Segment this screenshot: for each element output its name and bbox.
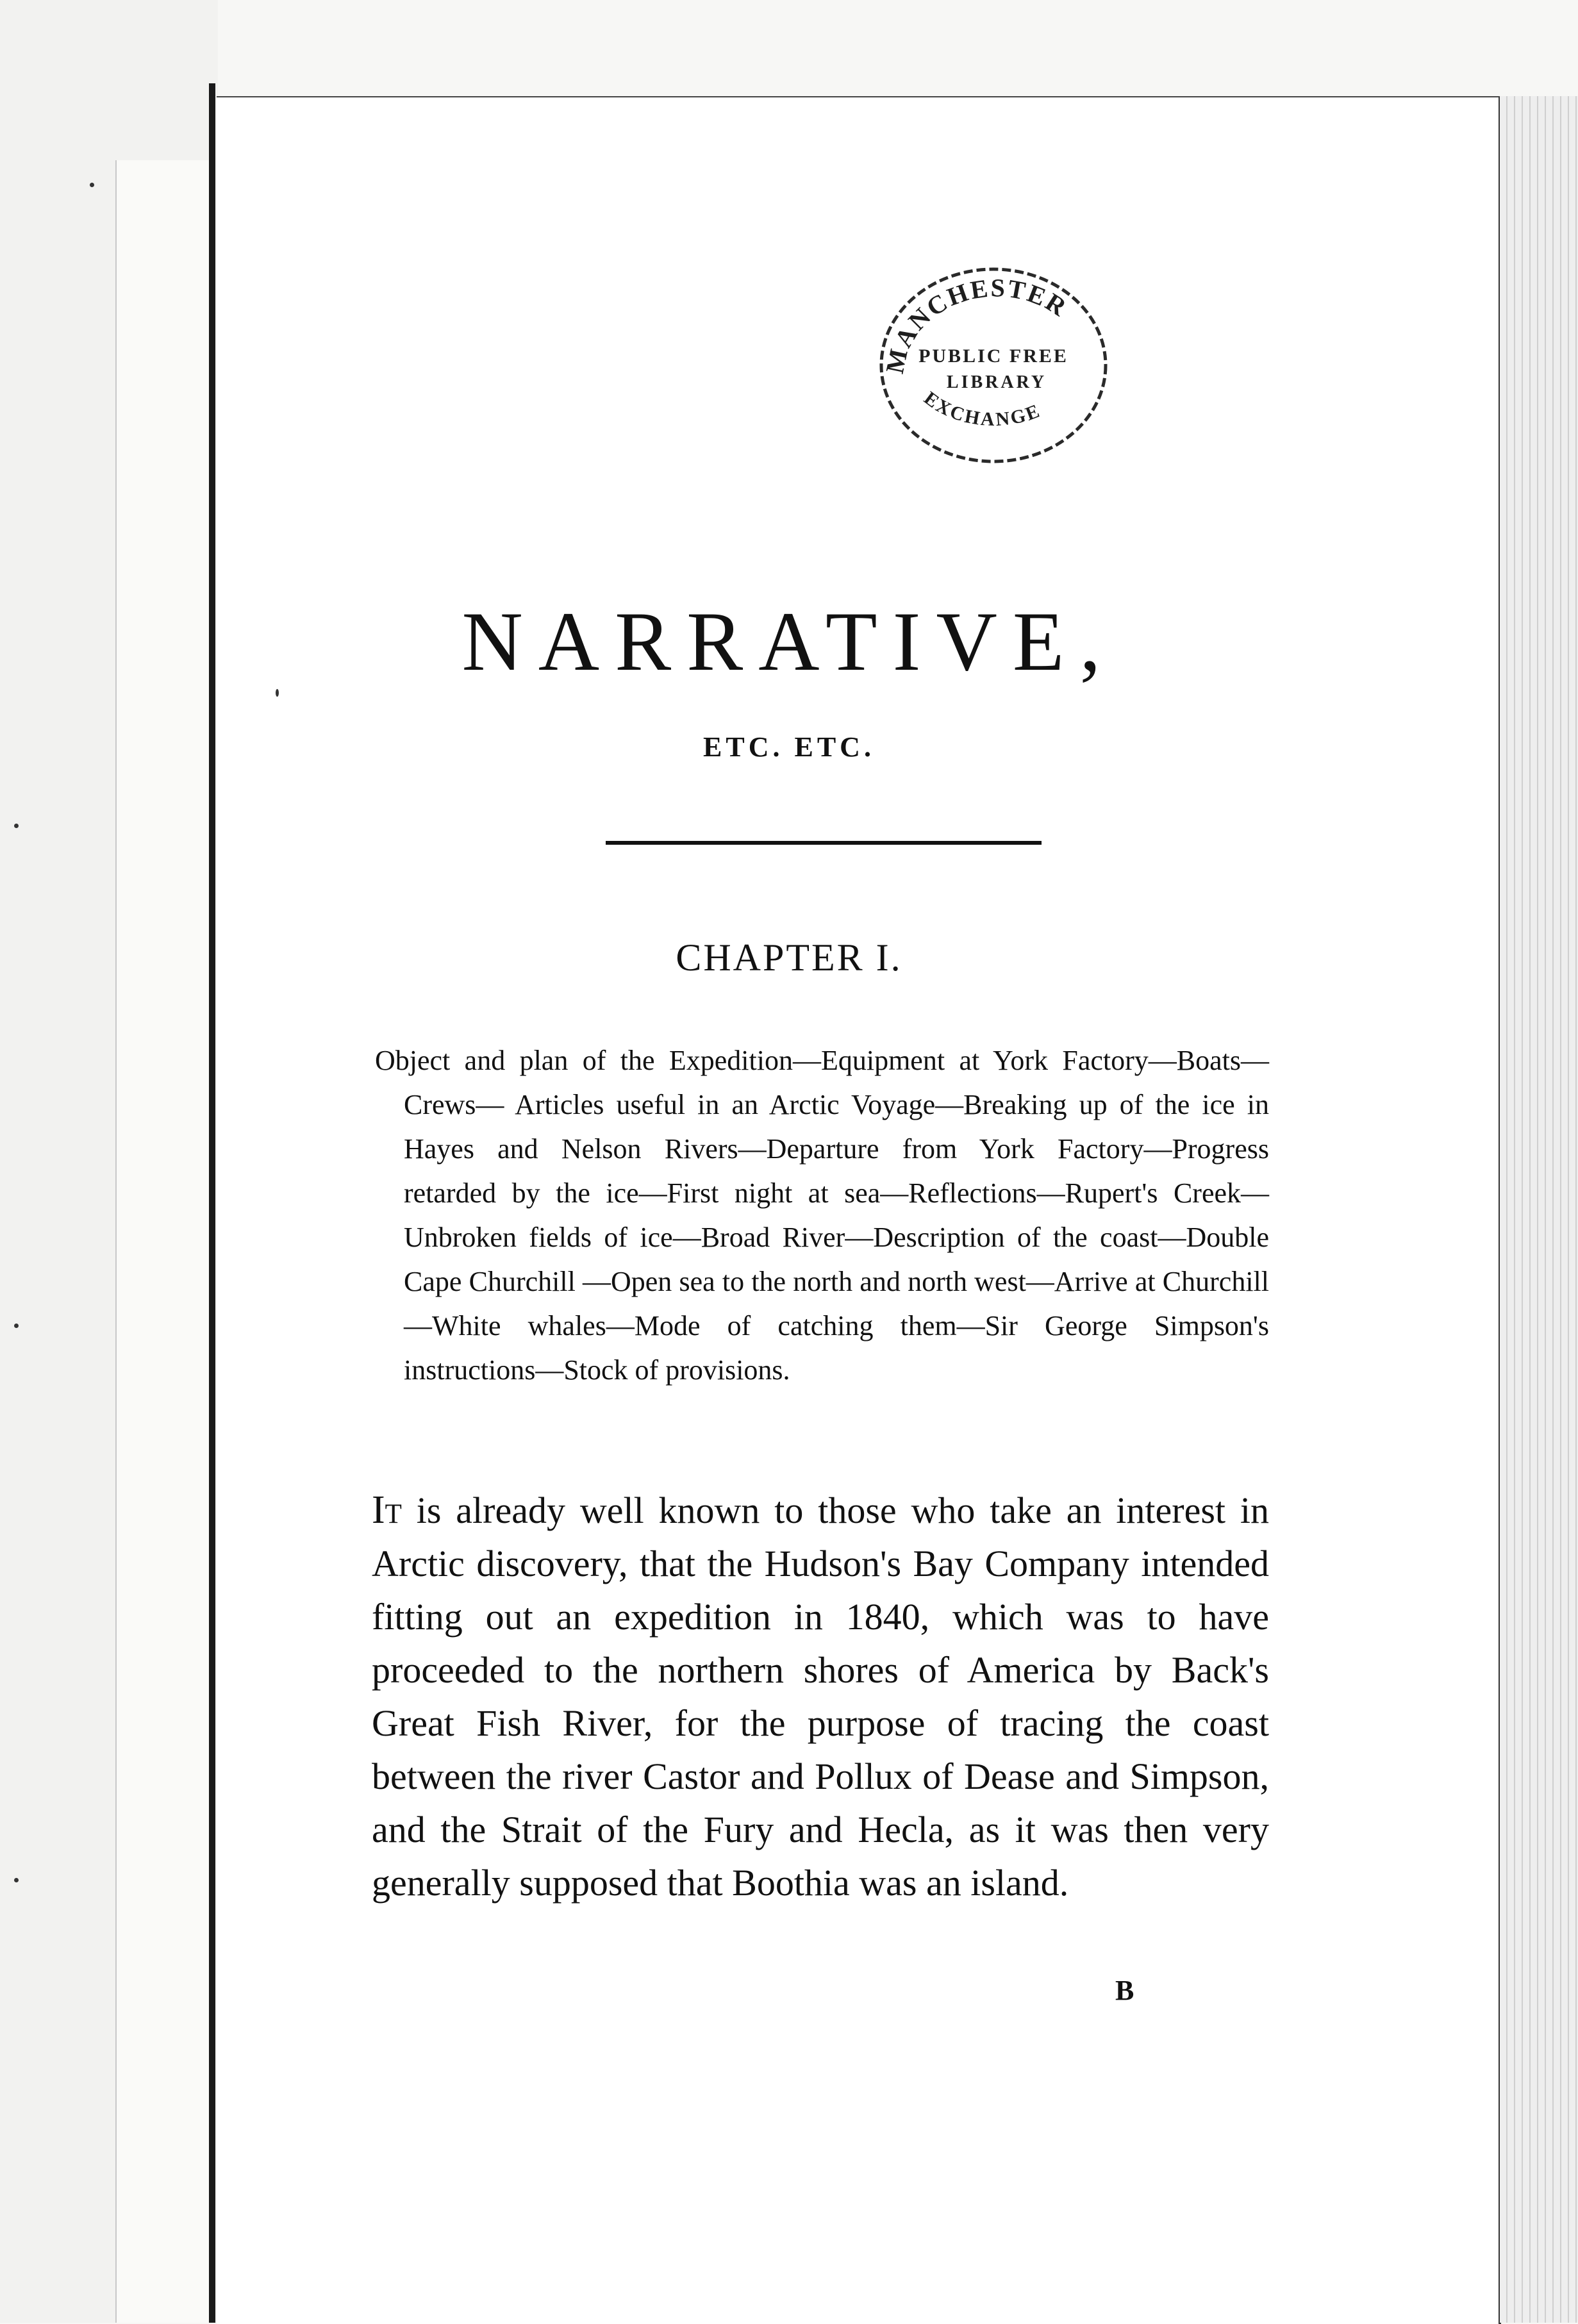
book-spine-edge xyxy=(209,83,215,2323)
body-paragraph xyxy=(372,1484,1269,1909)
stamp-line-3: LIBRARY xyxy=(946,372,1047,392)
scan-speck xyxy=(14,1878,19,1882)
page-subtitle: ETC. ETC. xyxy=(703,731,875,763)
signature-mark: B xyxy=(1115,1975,1134,2006)
body-text: is already well known to those who take an interest in Arctic discovery, that the Hudson's Bay Company intended fitting out an expedition in 1840, which was to have proceeded to the northern shores of America by Back's Great Fish River, for the purpose of tracing the coast between the river Castor and Pollux of Dease and Simpson, and the Strait of the Fury and Hecla, as it was then very generally supposed that Boothia was an island. xyxy=(372,1490,1269,1904)
body-lead-word: It xyxy=(372,1488,402,1532)
facing-page-strip xyxy=(115,160,213,2323)
library-stamp xyxy=(865,253,1122,477)
scan-speck xyxy=(90,183,94,187)
stamp-line-1: MANCHESTER xyxy=(879,273,1074,376)
stamp-line-2: PUBLIC FREE xyxy=(918,345,1068,367)
scan-speck xyxy=(14,1324,19,1328)
page-title: NARRATIVE, xyxy=(461,594,1117,688)
chapter-heading: CHAPTER I. xyxy=(676,936,902,979)
chapter-summary: Object and plan of the Expedition—Equipment at York Factory—Boats—Crews— Articles useful in an Arctic Voyage—Breaking up of the ice in Hayes and Nelson Rivers—Departure from York Factory—Progress retarded by the ice—First night at sea—Reflections—Rupert's Creek—Unbroken fields of ice—Broad River—Description of the coast—Double Cape Churchill —Open sea to the north and north west—Arrive at Churchill—White whales—Mode of catching them—Sir George Simpson's instructions—Stock of provisions. xyxy=(375,1045,1269,1386)
svg-text:EXCHANGE xyxy=(920,388,1043,431)
scan-speck xyxy=(14,824,19,828)
section-divider xyxy=(606,841,1042,845)
stamp-line-4: EXCHANGE xyxy=(920,387,1044,431)
scan-speck xyxy=(276,689,279,697)
page-stack-edge xyxy=(1500,96,1578,2323)
